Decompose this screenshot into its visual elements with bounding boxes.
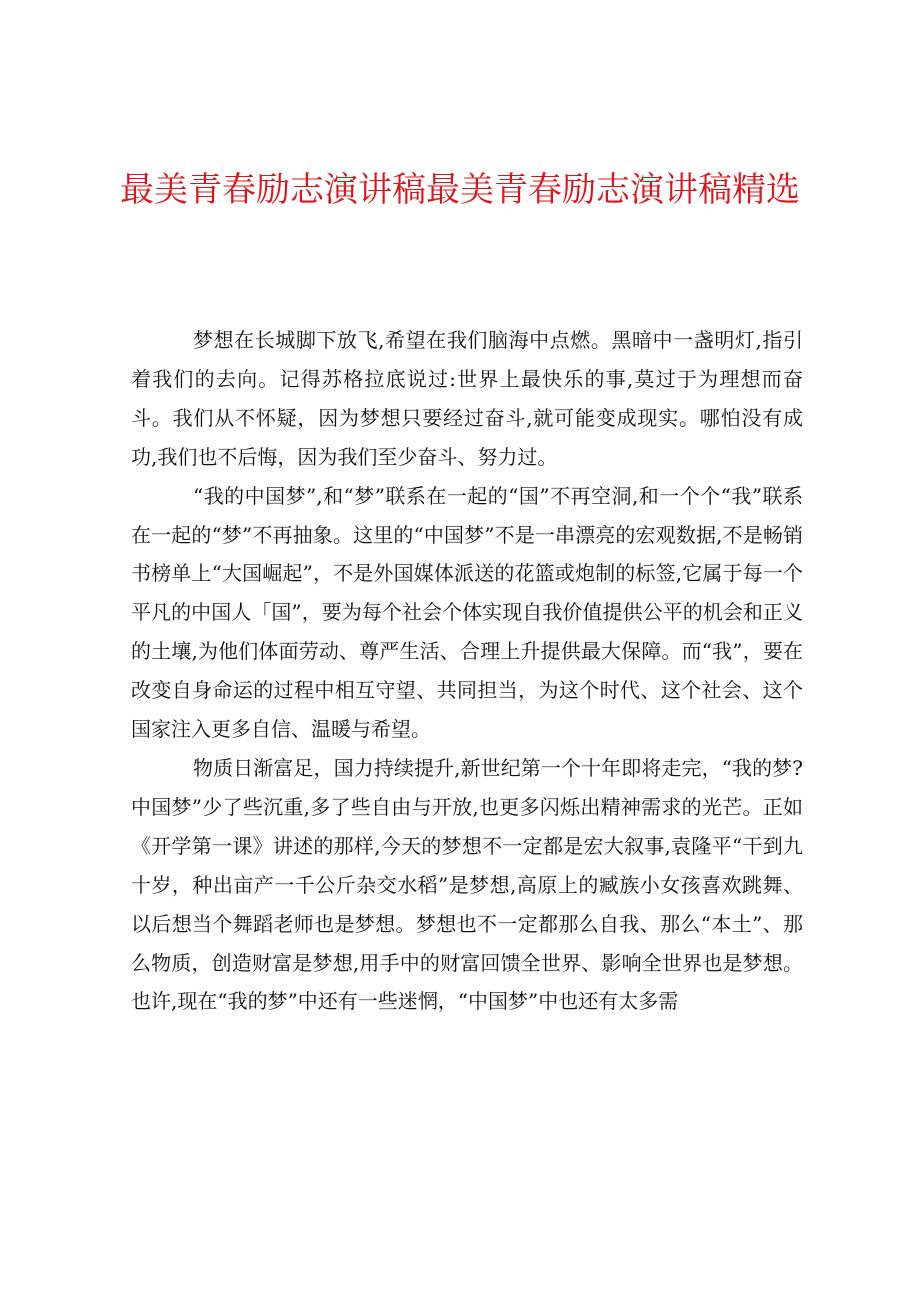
paragraph-2: “我的中国梦”,和“梦”联系在一起的“国”不再空洞,和一个个“我”联系在一起的“梦”不再抽象。这里的“中国梦”不是一串漂亮的宏观数据,不是畅销书榜单上“大国崛起”，不是外国媒体派送的花篮或炮制的标签,它属于每一个平凡的中国人「国”，要为每个社会个体实现自我价值提供公平的机会和正义的土壤,为他们体面劳动、尊严生活、合理上升提供最大保障。而“我”，要在改变自身命运的过程中相互守望、共同担当，为这个时代、这个社会、这个国家注入更多自信、温暖与希望。 bbox=[131, 483, 803, 742]
paragraph-3: 物质日渐富足，国力持续提升,新世纪第一个十年即将走完，“我的梦?中国梦”少了些沉重,多了些自由与开放,也更多闪烁出精神需求的光芒。正如《开学第一课》讲述的那样,今天的梦想不一定都是宏大叙事,袁隆平“干到九十岁，种出亩产一千公斤杂交水稻”是梦想,高原上的臧族小女孩喜欢跳舞、以后想当个舞蹈老师也是梦想。梦想也不一定都那么自我、那么“本土”、那么物质，创造财富是梦想,用手中的财富回馈全世界、影响全世界也是梦想。也许,现在“我的梦”中还有一些迷惘，“中国梦”中也还有太多需 bbox=[131, 755, 803, 1014]
document-body bbox=[131, 321, 803, 1021]
document-title: 最美青春励志演讲稿最美青春励志演讲稿精选 bbox=[120, 170, 800, 210]
paragraph-1: 梦想在长城脚下放飞,希望在我们脑海中点燃。黑暗中一盏明灯,指引着我们的去向。记得苏格拉底说过:世界上最快乐的事,莫过于为理想而奋斗。我们从不怀疑，因为梦想只要经过奋斗,就可能变成现实。哪怕没有成功,我们也不后悔，因为我们至少奋斗、努力过。 bbox=[131, 328, 803, 469]
